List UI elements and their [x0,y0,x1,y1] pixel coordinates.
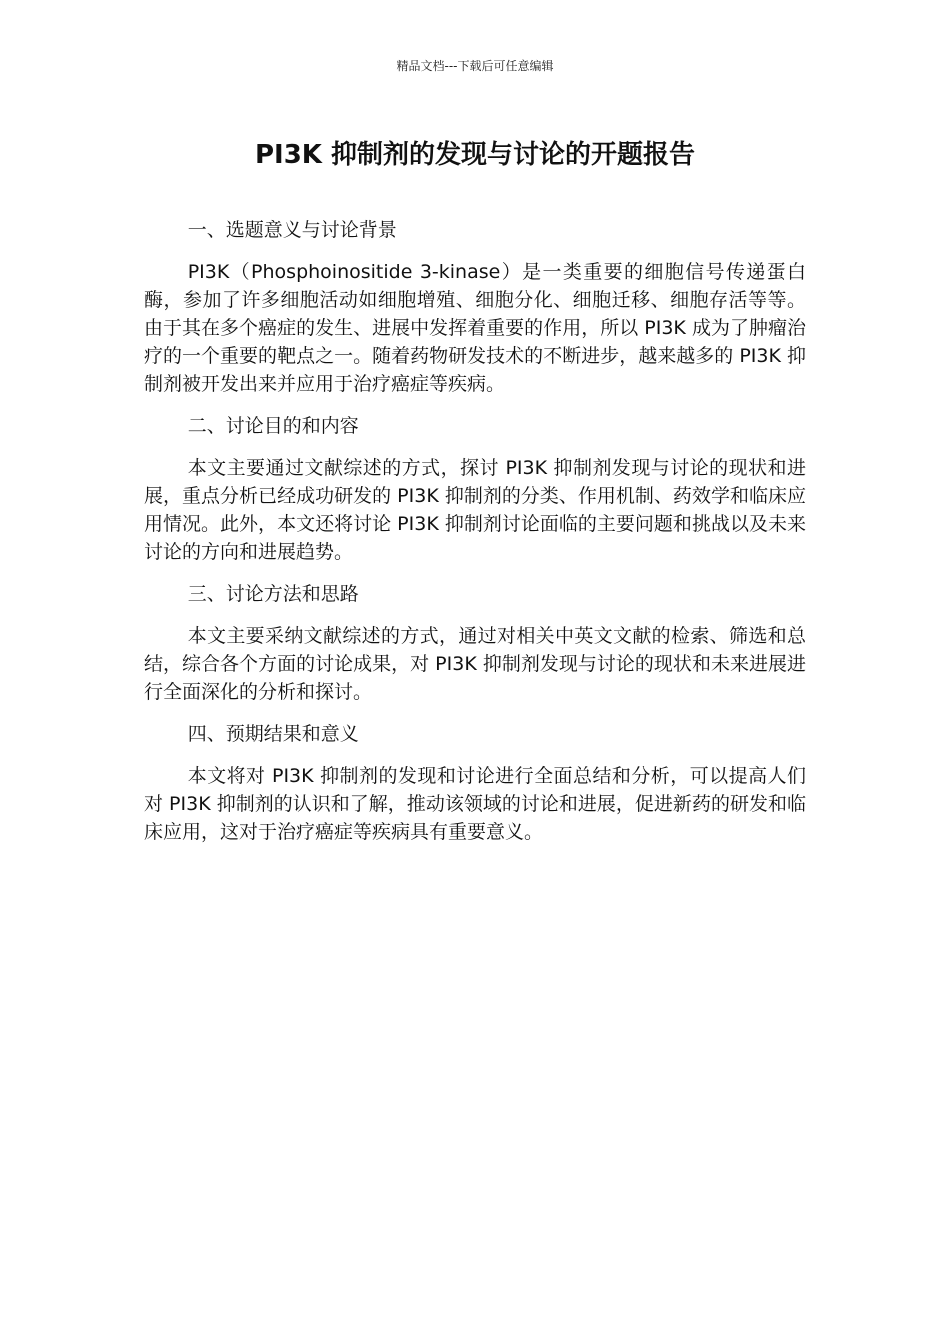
document-title: PI3K 抑制剂的发现与讨论的开题报告 [254,140,696,170]
section-paragraph-background: PI3K（Phosphoinositide 3-kinase）是一类重要的细胞信号传递蛋白酶，参加了许多细胞活动如细胞增殖、细胞分化、细胞迁移、细胞存活等等。由于其在多个癌症的发生、进展中发挥着重要的作用，所以 PI3K 成为了肿瘤治疗的一个重要的靶点之一。随着药物研发技术的不断进步，越来越多的 PI3K 抑制剂被开发出来并应用于治疗癌症等疾病。 [144,261,806,395]
section-paragraph-purpose: 本文主要通过文献综述的方式，探讨 PI3K 抑制剂发现与讨论的现状和进展，重点分析已经成功研发的 PI3K 抑制剂的分类、作用机制、药效学和临床应用情况。此外，本文还将讨论 PI3K 抑制剂讨论面临的主要问题和挑战以及未来讨论的方向和进展趋势。 [144,457,806,563]
document-body [144,216,806,860]
section-paragraph-expected-results: 本文将对 PI3K 抑制剂的发现和讨论进行全面总结和分析，可以提高人们对 PI3K 抑制剂的认识和了解，推动该领域的讨论和进展，促进新药的研发和临床应用，这对于治疗癌症等疾病具有重要意义。 [144,765,806,843]
header-note: 精品文档---下载后可任意编辑 [396,59,554,73]
section-paragraph-method: 本文主要采纳文献综述的方式，通过对相关中英文文献的检索、筛选和总结，综合各个方面的讨论成果，对 PI3K 抑制剂发现与讨论的现状和未来进展进行全面深化的分析和探讨。 [144,625,806,703]
section-heading-background: 一、选题意义与讨论背景 [187,219,397,241]
section-heading-purpose: 二、讨论目的和内容 [187,415,359,437]
section-heading-method: 三、讨论方法和思路 [187,583,359,605]
section-heading-expected-results: 四、预期结果和意义 [187,723,359,745]
